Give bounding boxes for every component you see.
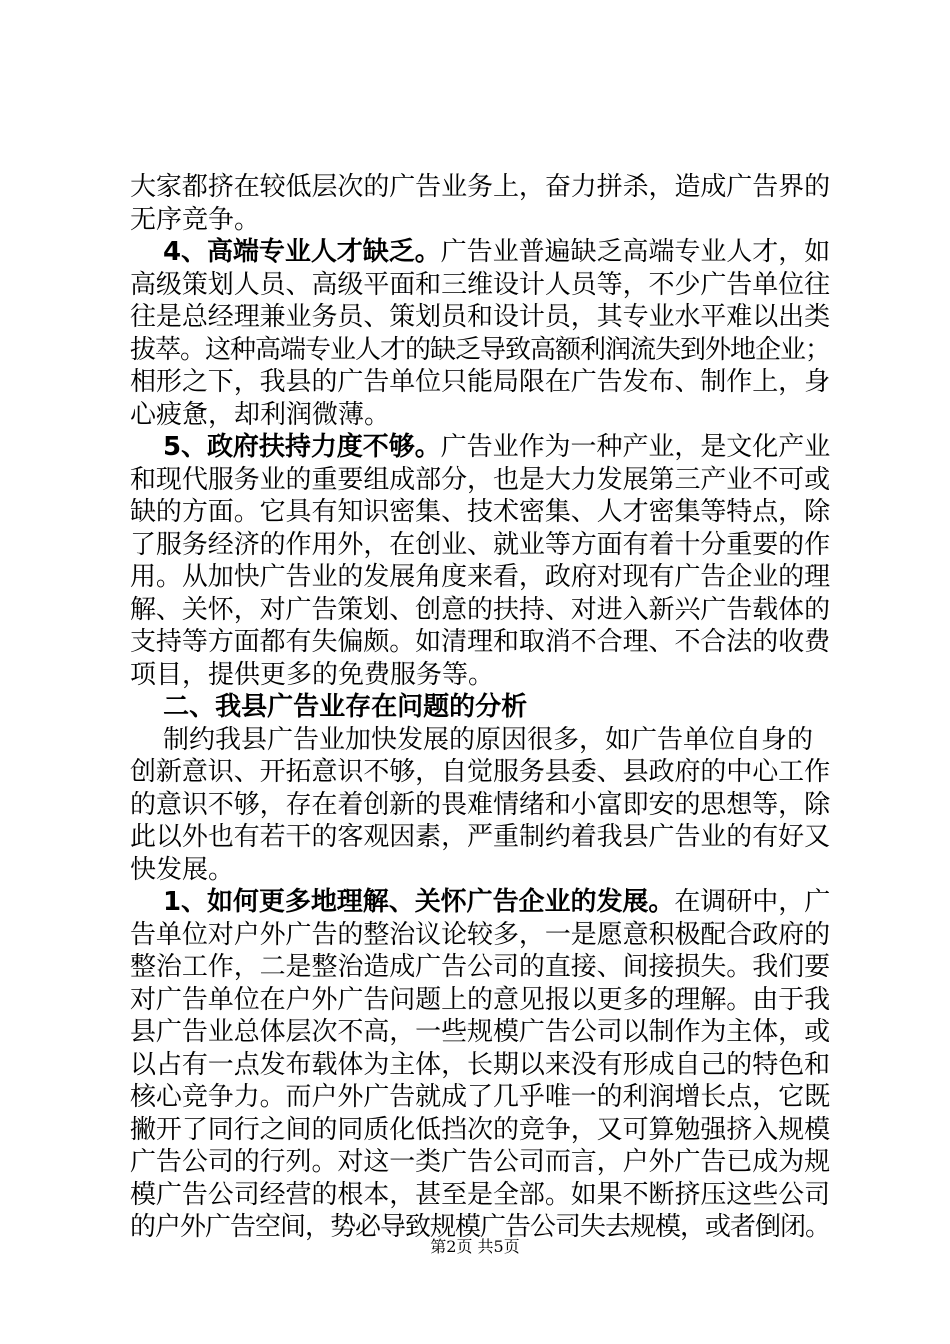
text-line [130, 789, 830, 822]
text-segment: 快发展。 [130, 854, 235, 885]
text-segment: 以占有一点发布载体为主体，长期以来没有形成自己的特色和 [130, 1049, 830, 1080]
text-line [130, 171, 830, 204]
text-segment [130, 432, 163, 462]
text-segment: 整治工作，二是整治造成广告公司的直接、间接损失。我们要 [130, 952, 830, 982]
text-line [130, 919, 830, 952]
bold-heading-segment: 5、政府扶持力度不够。 [162, 432, 441, 462]
text-segment: 在调研中，广 [674, 887, 830, 917]
text-line [130, 886, 830, 919]
text-line [130, 529, 830, 562]
text-segment: 高级策划人员、高级平面和三维设计人员等，不少广告单位往 [130, 269, 830, 300]
text-line [130, 821, 830, 854]
text-line [130, 691, 830, 724]
text-segment: 核心竞争力。而户外广告就成了几乎唯一的利润增长点，它既 [130, 1082, 830, 1112]
text-line [130, 756, 830, 789]
text-line [130, 366, 830, 399]
text-line [130, 204, 830, 237]
text-segment: 了服务经济的作用外，在创业、就业等方面有着十分重要的作 [130, 529, 830, 560]
text-line [130, 399, 830, 432]
text-line [130, 496, 830, 529]
text-segment: 用。从加快广告业的发展角度来看，政府对现有广告企业的理 [130, 562, 830, 592]
text-line [130, 951, 830, 984]
text-segment: 项目，提供更多的免费服务等。 [130, 659, 495, 690]
text-line [130, 659, 830, 692]
text-segment: 创新意识、开拓意识不够，自觉服务县委、县政府的中心工作 [130, 757, 830, 787]
text-line [130, 301, 830, 334]
text-line [130, 1081, 830, 1114]
document-body [130, 171, 830, 1244]
text-segment: 模广告公司经营的根本，甚至是全部。如果不断挤压这些公司 [130, 1179, 830, 1210]
text-segment: 县广告业总体层次不高，一些规模广告公司以制作为主体，或 [130, 1017, 830, 1047]
text-segment [130, 887, 163, 917]
text-segment: 此以外也有若干的客观因素，严重制约着我县广告业的有好又 [130, 822, 830, 852]
text-line [130, 1146, 830, 1179]
text-line [130, 1049, 830, 1082]
text-segment: 大家都挤在较低层次的广告业务上，奋力拼杀，造成广告界的 [130, 172, 830, 202]
text-line [130, 561, 830, 594]
text-line [130, 1114, 830, 1147]
text-segment: 的户外广告空间，势必导致规模广告公司失去规模，或者倒闭。 [130, 1212, 830, 1242]
text-segment: 广告公司的行列。对这一类广告公司而言，户外广告已成为规 [130, 1147, 830, 1177]
bold-heading-segment: 二、我县广告业存在问题的分析 [163, 692, 528, 722]
text-line [130, 984, 830, 1017]
text-line [130, 236, 830, 269]
text-segment [130, 237, 163, 267]
text-line [130, 724, 830, 757]
text-line [130, 269, 830, 302]
text-segment: 告单位对户外广告的整治议论较多，一是愿意积极配合政府的 [130, 919, 830, 950]
text-line [130, 594, 830, 627]
bold-heading-segment: 1、如何更多地理解、关怀广告企业的发展。 [162, 887, 675, 917]
text-line [130, 1179, 830, 1212]
text-segment: 心疲惫，却利润微薄。 [130, 399, 391, 430]
text-segment: 的意识不够，存在着创新的畏难情绪和小富即安的思想等，除 [130, 789, 830, 820]
text-segment: 支持等方面都有失偏颇。如清理和取消不合理、不合法的收费 [130, 627, 830, 657]
text-line [130, 626, 830, 659]
text-segment: 解、关怀，对广告策划、创意的扶持、对进入新兴广告载体的 [130, 594, 830, 625]
text-segment: 无序竞争。 [130, 204, 261, 235]
text-line [130, 464, 830, 497]
text-segment: 相形之下，我县的广告单位只能局限在广告发布、制作上，身 [130, 367, 830, 397]
page-footer: 第2页 共5页 [430, 1237, 520, 1256]
text-segment: 缺的方面。它具有知识密集、技术密集、人才密集等特点，除 [130, 497, 830, 527]
text-segment: 和现代服务业的重要组成部分，也是大力发展第三产业不可或 [130, 464, 830, 495]
text-segment: 撇开了同行之间的同质化低挡次的竞争，又可算勉强挤入规模 [130, 1114, 830, 1145]
text-segment: 拔萃。这种高端专业人才的缺乏导致高额利润流失到外地企业； [130, 334, 830, 365]
text-line [130, 334, 830, 367]
text-segment [130, 692, 163, 722]
text-line [130, 431, 830, 464]
text-segment: 对广告单位在户外广告问题上的意见报以更多的理解。由于我 [130, 984, 830, 1015]
text-line [130, 854, 830, 887]
text-line [130, 1016, 830, 1049]
text-segment: 广告业作为一种产业，是文化产业 [440, 432, 830, 462]
bold-heading-segment: 4、高端专业人才缺乏。 [162, 237, 441, 267]
text-segment: 制约我县广告业加快发展的原因很多，如广告单位自身的 [130, 724, 814, 755]
text-segment: 广告业普遍缺乏高端专业人才，如 [440, 237, 830, 267]
text-segment: 往是总经理兼业务员、策划员和设计员，其专业水平难以出类 [130, 302, 830, 332]
